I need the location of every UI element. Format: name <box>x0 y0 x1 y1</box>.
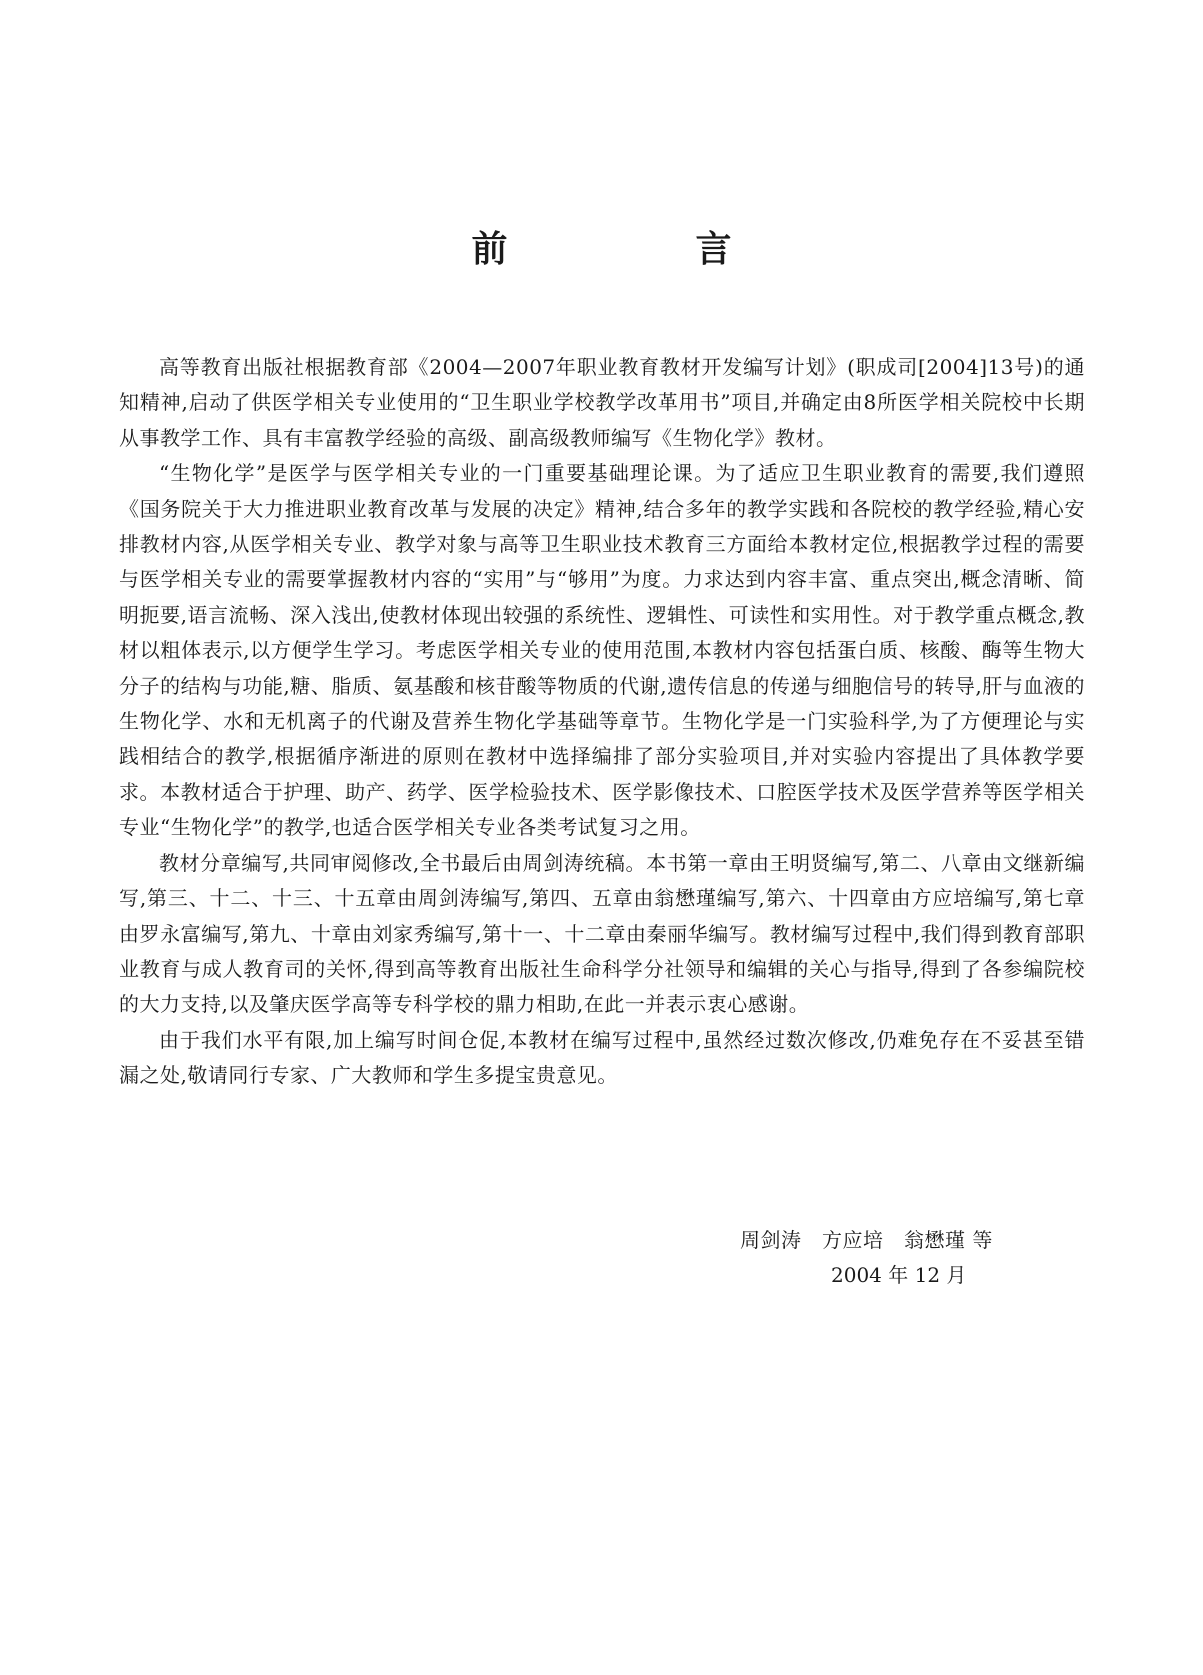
preface-body <box>119 350 1085 1094</box>
paragraph-1: 高等教育出版社根据教育部《2004—2007年职业教育教材开发编写计划》(职成司[2004]13号)的通知精神,启动了供医学相关专业使用的“卫生职业学校教学改革用书”项目,并确定由8所医学相关院校中长期从事教学工作、具有丰富教学经验的高级、副高级教师编写《生物化学》教材。 <box>119 355 1085 450</box>
paragraph-4: 由于我们水平有限,加上编写时间仓促,本教材在编写过程中,虽然经过数次修改,仍难免存在不妥甚至错漏之处,敬请同行专家、广大教师和学生多提宝贵意见。 <box>119 1027 1085 1088</box>
signature-authors: 周剑涛 方应培 翁懋瑾 等 <box>740 1228 993 1252</box>
paragraph-3: 教材分章编写,共同审阅修改,全书最后由周剑涛统稿。本书第一章由王明贤编写,第二、八章由文继新编写,第三、十二、十三、十五章由周剑涛编写,第四、五章由翁懋瑾编写,第六、十四章由方应培编写,第七章由罗永富编写,第九、十章由刘家秀编写,第十一、十二章由秦丽华编写。教材编写过程中,我们得到教育部职业教育与成人教育司的关怀,得到高等教育出版社生命科学分社领导和编辑的关心与指导,得到了各参编院校的大力支持,以及肇庆医学高等专科学校的鼎力相助,在此一并表示衷心感谢。 <box>119 850 1085 1017</box>
paragraph-2: “生物化学”是医学与医学相关专业的一门重要基础理论课。为了适应卫生职业教育的需要,我们遵照《国务院关于大力推进职业教育改革与发展的决定》精神,结合多年的教学实践和各院校的教学经验,精心安排教材内容,从医学相关专业、教学对象与高等卫生职业技术教育三方面给本教材定位,根据教学过程的需要与医学相关专业的需要掌握教材内容的“实用”与“够用”为度。力求达到内容丰富、重点突出,概念清晰、简明扼要,语言流畅、深入浅出,使教材体现出较强的系统性、逻辑性、可读性和实用性。对于教学重点概念,教材以粗体表示,以方便学生学习。考虑医学相关专业的使用范围,本教材内容包括蛋白质、核酸、酶等生物大分子的结构与功能,糖、脂质、氨基酸和核苷酸等物质的代谢,遗传信息的传递与细胞信号的转导,肝与血液的生物化学、水和无机离子的代谢及营养生物化学基础等章节。生物化学是一门实验科学,为了方便理论与实践相结合的教学,根据循序渐进的原则在教材中选择编排了部分实验项目,并对实验内容提出了具体教学要求。本教材适合于护理、助产、药学、医学检验技术、医学影像技术、口腔医学技术及医学营养等医学相关专业“生物化学”的教学,也适合医学相关专业各类考试复习之用。 <box>119 461 1085 840</box>
page-title: 前 言 <box>471 229 808 270</box>
signature-block <box>740 1223 1040 1293</box>
signature-date: 2004 年 12 月 <box>831 1263 967 1287</box>
